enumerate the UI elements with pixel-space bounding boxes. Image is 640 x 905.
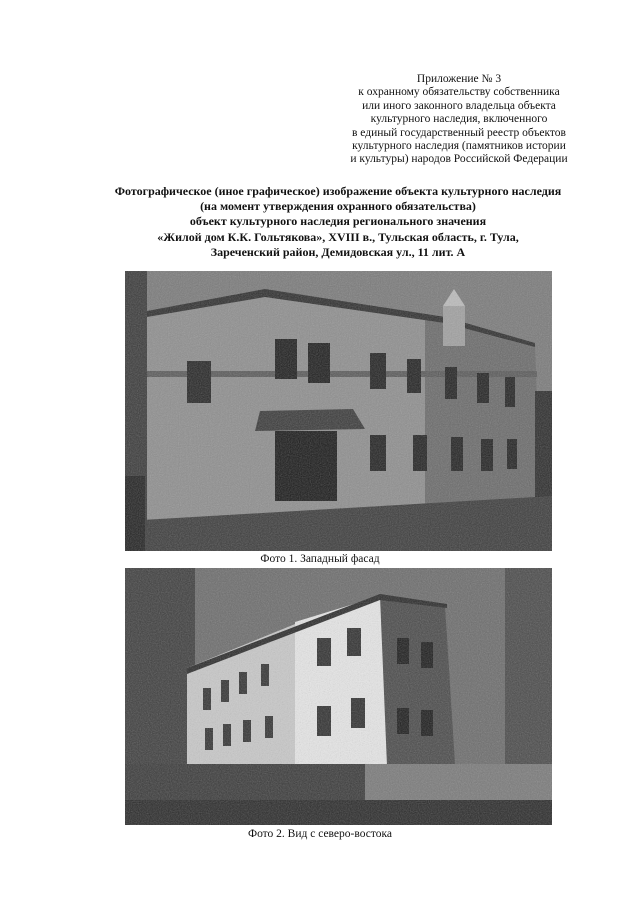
annex-header xyxy=(328,73,590,167)
annex-line: Приложение № 3 xyxy=(416,73,502,85)
title-line: Зареченский район, Демидовская ул., 11 лит. А xyxy=(210,244,466,259)
photo-west-facade xyxy=(125,271,552,551)
photo-northeast-view xyxy=(125,568,552,825)
photo-caption: Фото 2. Вид с северо-востока xyxy=(248,828,392,840)
photo-caption: Фото 1. Западный фасад xyxy=(260,553,380,565)
title-line: Фотографическое (иное графическое) изображение объекта культурного наследия xyxy=(114,184,562,198)
annex-line: культурного наследия (памятников истории xyxy=(352,140,566,153)
annex-line: и культуры) народов Российской Федерации xyxy=(350,153,568,166)
document-title xyxy=(60,184,616,260)
annex-line: в единый государственный реестр объектов xyxy=(352,126,566,139)
annex-line: или иного законного владельца объекта xyxy=(362,99,556,112)
title-line: «Жилой дом К.К. Гольтякова», XVIII в., Тульская область, г. Тула, xyxy=(157,229,519,244)
title-line: объект культурного наследия регионального значения xyxy=(189,214,487,229)
annex-line: к охранному обязательству собственника xyxy=(358,86,560,99)
annex-line: культурного наследия, включенного xyxy=(370,113,548,126)
title-line: (на момент утверждения охранного обязательства) xyxy=(200,199,476,214)
